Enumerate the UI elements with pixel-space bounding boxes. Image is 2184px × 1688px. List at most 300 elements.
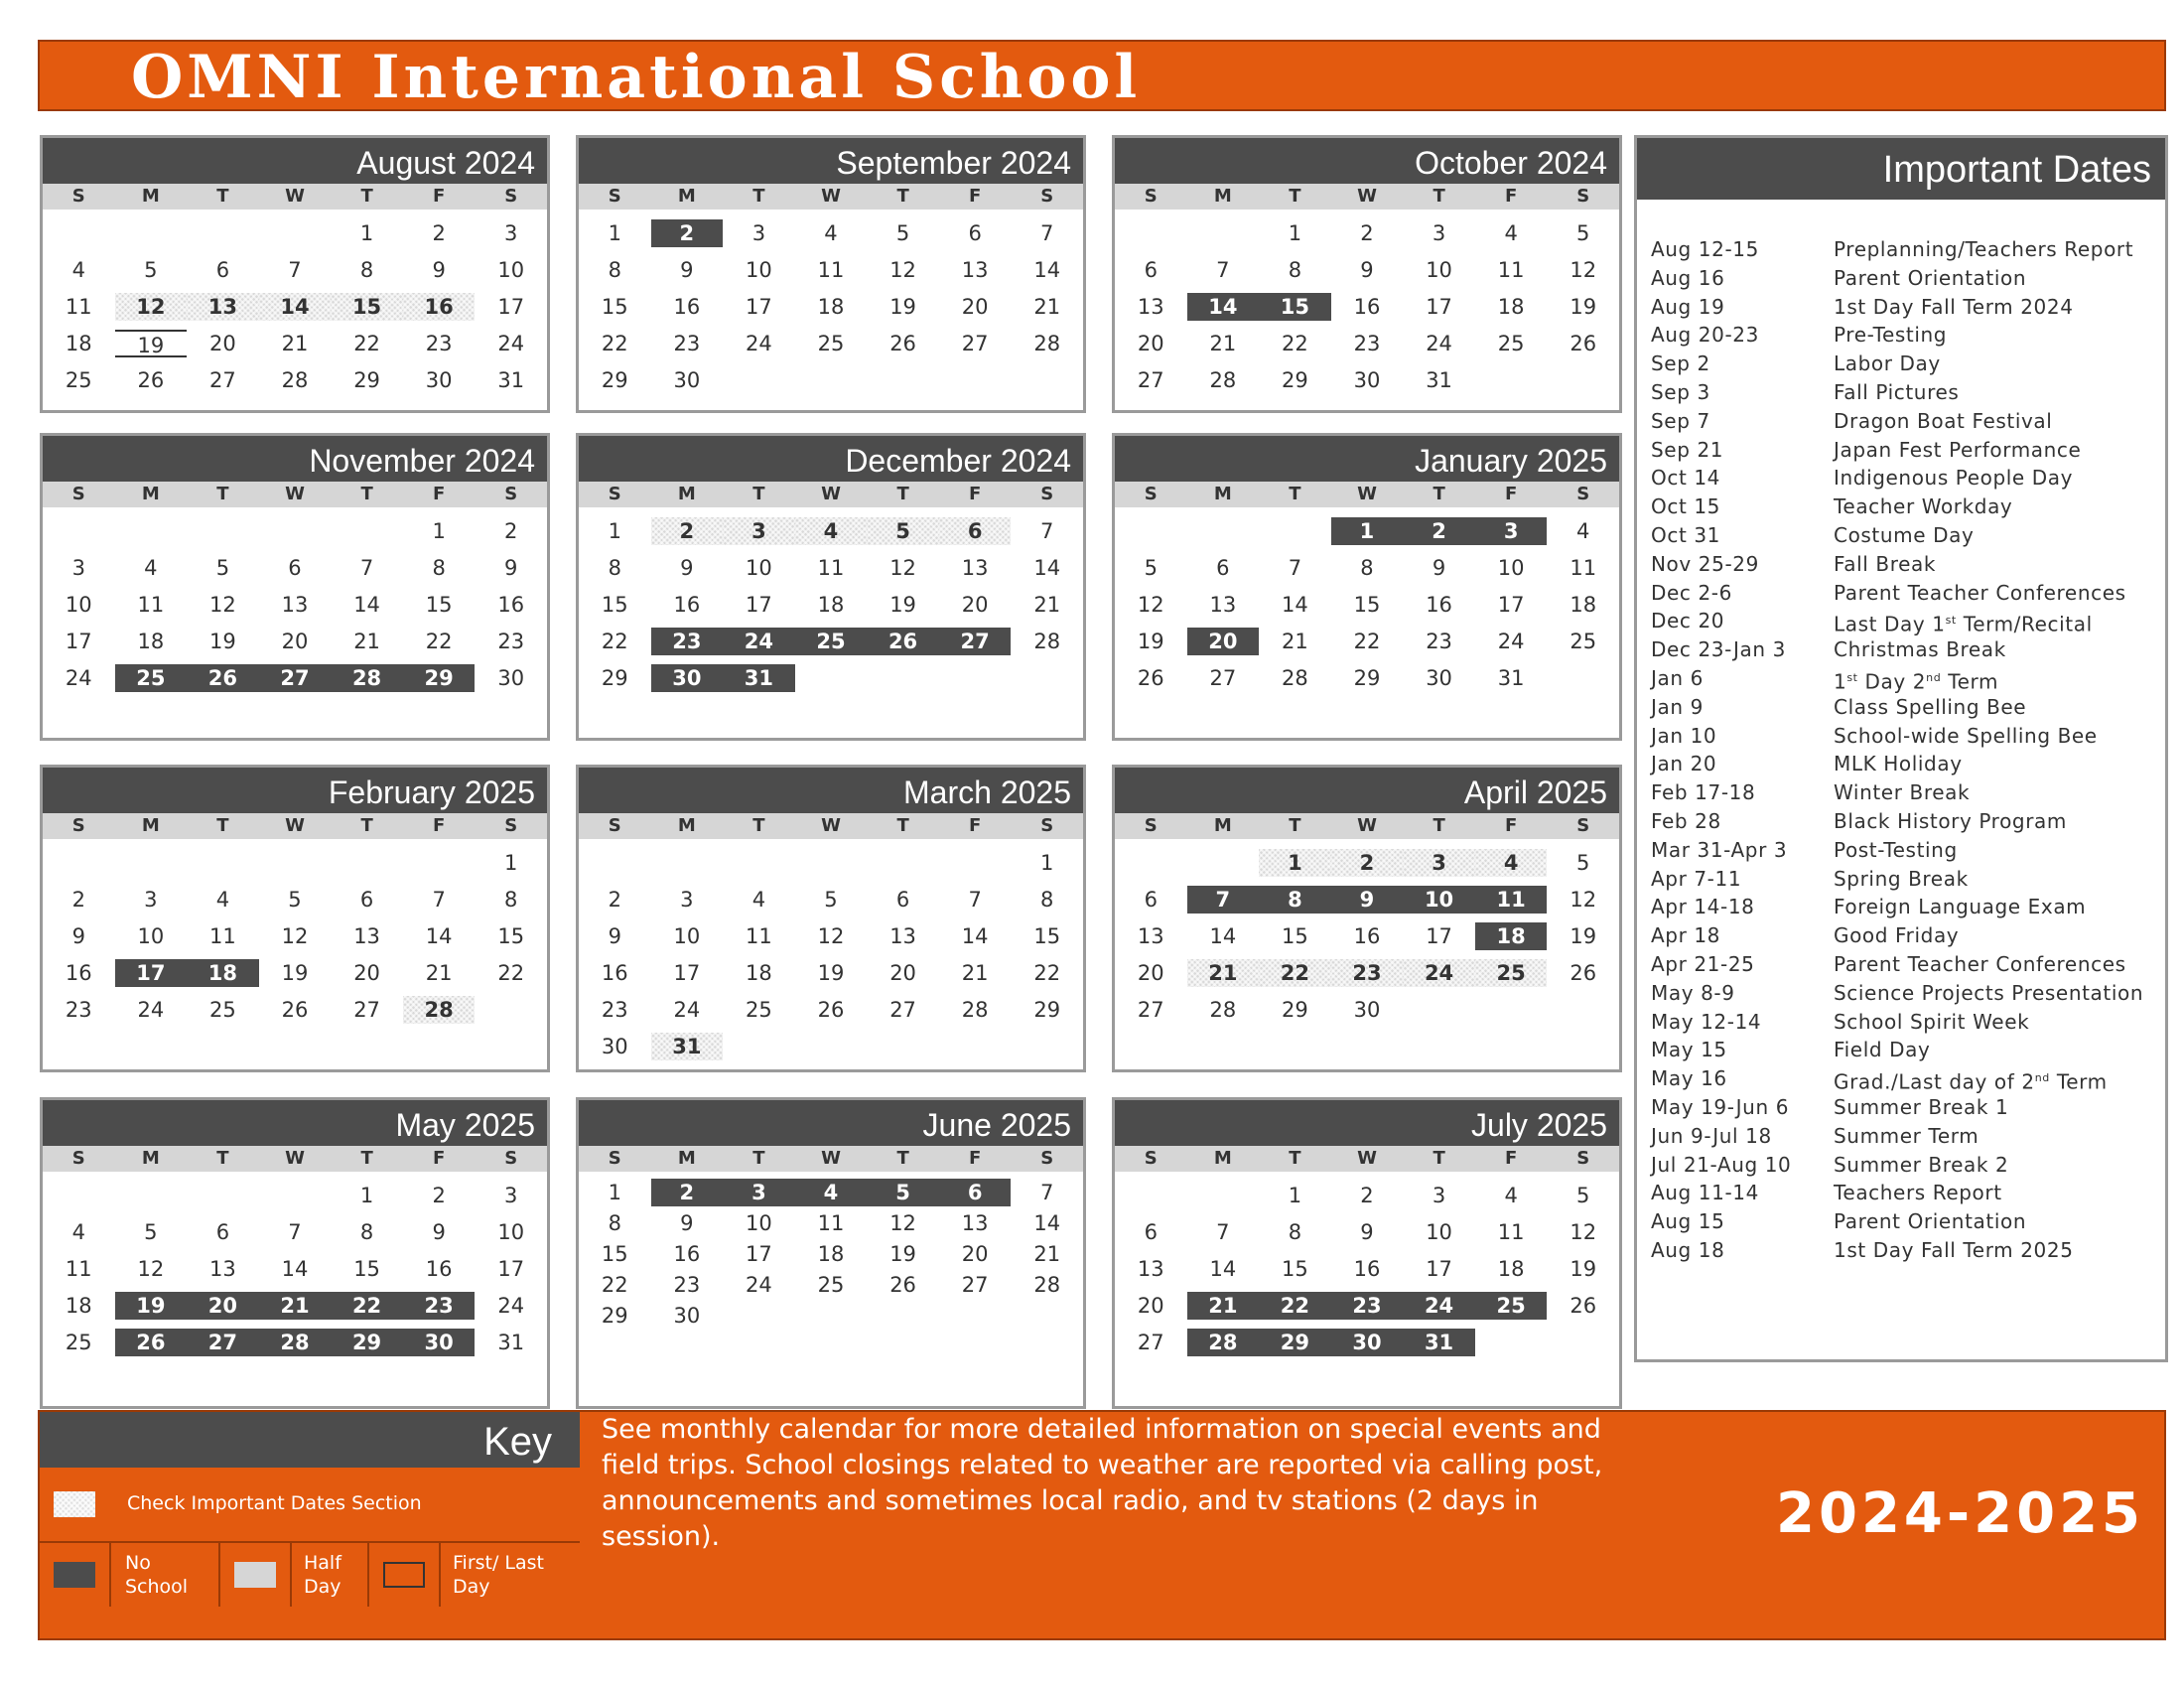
key-divider xyxy=(218,1543,220,1607)
day-number: 24 xyxy=(1497,629,1525,653)
key-divider xyxy=(367,1543,369,1607)
day-number: 9 xyxy=(1331,886,1404,914)
first-last-label: First/ Last Day xyxy=(453,1552,545,1598)
day-cell xyxy=(1475,1213,1548,1250)
day-number: 4 xyxy=(1576,518,1590,543)
event-name: MLK Holiday xyxy=(1834,752,1963,776)
day-cell xyxy=(651,1238,724,1269)
weekday-label: T xyxy=(1433,815,1445,836)
event-date: May 15 xyxy=(1651,1038,1727,1062)
day-cell xyxy=(403,214,476,251)
day-cell xyxy=(795,325,868,361)
day-number: 1 xyxy=(1259,849,1331,877)
day-cell xyxy=(939,1238,1012,1269)
day-number: 21 xyxy=(961,960,989,985)
day-cell xyxy=(1547,881,1619,917)
day-number: 10 xyxy=(1497,555,1525,580)
day-cell xyxy=(115,881,188,917)
important-date-row xyxy=(1637,350,2165,378)
day-cell xyxy=(475,325,547,361)
day-cell xyxy=(475,1250,547,1287)
weekday-label: S xyxy=(608,815,621,836)
day-cell xyxy=(115,361,188,398)
day-cell xyxy=(1403,586,1475,623)
day-number: 24 xyxy=(1403,959,1475,987)
day-cell xyxy=(259,1324,332,1360)
month-title: February 2025 xyxy=(43,768,547,813)
day-cell xyxy=(1331,954,1404,991)
day-cell xyxy=(475,659,547,696)
day-cell xyxy=(1547,214,1619,251)
event-name: Field Day xyxy=(1834,1038,1931,1062)
day-number: 14 xyxy=(1033,257,1061,282)
day-cell xyxy=(723,251,795,288)
empty-day xyxy=(403,844,476,881)
event-name: Labor Day xyxy=(1834,352,1941,376)
day-cell xyxy=(115,586,188,623)
day-number: 10 xyxy=(1403,886,1475,914)
day-cell xyxy=(1331,1213,1404,1250)
day-number: 18 xyxy=(187,959,259,987)
day-number: 27 xyxy=(939,628,1012,655)
day-cell xyxy=(1547,586,1619,623)
day-number: 22 xyxy=(601,331,628,355)
day-cell xyxy=(1331,844,1404,881)
day-cell xyxy=(403,512,476,549)
day-number: 9 xyxy=(608,923,621,948)
day-cell xyxy=(1187,361,1260,398)
day-number: 13 xyxy=(187,293,259,321)
weekday-header xyxy=(43,482,547,507)
day-number: 13 xyxy=(1137,1256,1164,1281)
day-cell xyxy=(1115,917,1187,954)
day-number: 17 xyxy=(746,294,772,319)
day-number: 20 xyxy=(1187,628,1260,655)
day-cell xyxy=(651,991,724,1028)
month-title: December 2024 xyxy=(579,436,1083,482)
day-cell xyxy=(1475,917,1548,954)
day-number: 21 xyxy=(1187,959,1260,987)
day-cell xyxy=(1475,881,1548,917)
event-name: 1st Day 2nd Term xyxy=(1834,669,1999,694)
event-date: Oct 15 xyxy=(1651,494,1720,519)
day-number: 5 xyxy=(867,1179,939,1206)
day-number: 28 xyxy=(1209,367,1237,392)
weekday-label: S xyxy=(1144,484,1158,504)
day-number: 1 xyxy=(504,850,518,875)
day-number: 8 xyxy=(359,1219,374,1244)
month-calendar xyxy=(576,1097,1086,1409)
day-number: 19 xyxy=(1570,294,1597,319)
day-number: 1 xyxy=(608,220,621,245)
day-cell xyxy=(1475,549,1548,586)
day-number: 4 xyxy=(1475,849,1548,877)
day-cell xyxy=(867,917,939,954)
weekday-label: T xyxy=(360,815,373,836)
event-date: Nov 25-29 xyxy=(1651,551,1759,576)
weekday-label: F xyxy=(1505,815,1518,836)
day-number: 2 xyxy=(504,518,518,543)
day-cell xyxy=(115,1213,188,1250)
day-number: 7 xyxy=(359,555,374,580)
day-number: 24 xyxy=(723,628,795,655)
weekday-label: S xyxy=(1040,186,1054,207)
day-number: 25 xyxy=(1570,629,1597,653)
day-number: 24 xyxy=(1403,1292,1475,1320)
weekday-header xyxy=(579,184,1083,210)
day-cell xyxy=(651,586,724,623)
day-cell xyxy=(331,1213,403,1250)
day-cell xyxy=(475,288,547,325)
day-number: 5 xyxy=(215,555,230,580)
empty-day xyxy=(115,844,188,881)
day-cell xyxy=(1547,1250,1619,1287)
event-name: Costume Day xyxy=(1834,522,1975,547)
key-panel xyxy=(40,1412,580,1607)
day-cell xyxy=(1403,549,1475,586)
day-cell xyxy=(723,512,795,549)
event-name: Summer Break 1 xyxy=(1834,1094,2009,1119)
event-date: Aug 20-23 xyxy=(1651,323,1759,348)
day-number: 21 xyxy=(1209,331,1237,355)
day-cell xyxy=(403,251,476,288)
day-number: 19 xyxy=(889,1241,916,1266)
day-number: 13 xyxy=(353,923,380,948)
day-cell xyxy=(1331,659,1404,696)
day-number: 18 xyxy=(817,592,845,617)
day-cell xyxy=(475,512,547,549)
day-number: 27 xyxy=(1137,367,1164,392)
day-number: 26 xyxy=(817,997,845,1022)
day-cell xyxy=(1331,881,1404,917)
day-cell xyxy=(1331,1250,1404,1287)
day-number: 8 xyxy=(608,555,621,580)
day-number: 7 xyxy=(1216,1219,1230,1244)
day-number: 29 xyxy=(601,665,628,690)
day-number: 6 xyxy=(215,257,230,282)
day-number: 13 xyxy=(961,257,989,282)
day-number: 23 xyxy=(673,331,701,355)
day-cell xyxy=(651,1269,724,1300)
day-number: 16 xyxy=(1353,294,1381,319)
weekday-label: T xyxy=(216,1148,229,1169)
day-cell xyxy=(651,1207,724,1238)
day-cell xyxy=(1011,214,1083,251)
day-cell xyxy=(475,1324,547,1360)
day-number: 25 xyxy=(1475,959,1548,987)
event-date: Sep 2 xyxy=(1651,352,1710,376)
day-cell xyxy=(1475,1177,1548,1213)
month-calendar xyxy=(40,1097,550,1409)
day-number: 28 xyxy=(961,997,989,1022)
day-cell xyxy=(1331,549,1404,586)
day-cell xyxy=(187,251,259,288)
important-date-row xyxy=(1637,635,2165,664)
day-cell xyxy=(259,623,332,659)
day-number: 6 xyxy=(1216,555,1230,580)
day-number: 28 xyxy=(1209,997,1237,1022)
important-date-row xyxy=(1637,1122,2165,1151)
day-number: 24 xyxy=(746,1272,772,1297)
event-name: Teachers Report xyxy=(1834,1181,2002,1205)
day-cell xyxy=(723,586,795,623)
day-cell xyxy=(43,549,115,586)
day-number: 27 xyxy=(353,997,380,1022)
day-number: 9 xyxy=(504,555,518,580)
day-number: 4 xyxy=(795,1179,868,1206)
event-name: Foreign Language Exam xyxy=(1834,895,2087,919)
weekday-label: W xyxy=(821,1148,841,1169)
day-cell xyxy=(1331,361,1404,398)
key-row-check xyxy=(40,1468,580,1543)
empty-day xyxy=(1259,512,1331,549)
day-number: 16 xyxy=(1353,1256,1381,1281)
day-number: 4 xyxy=(71,257,85,282)
day-cell xyxy=(331,361,403,398)
day-cell xyxy=(579,1238,651,1269)
weekday-label: S xyxy=(1144,1148,1158,1169)
day-cell xyxy=(1115,954,1187,991)
event-name: Preplanning/Teachers Report xyxy=(1834,237,2134,261)
day-cell xyxy=(723,549,795,586)
event-name: School Spirit Week xyxy=(1834,1009,2030,1034)
day-grid xyxy=(43,839,547,1028)
day-cell xyxy=(1011,844,1083,881)
event-name: 1st Day Fall Term 2024 xyxy=(1834,294,2074,319)
day-number: 17 xyxy=(673,960,701,985)
weekday-header xyxy=(1115,813,1619,839)
day-number: 6 xyxy=(288,555,302,580)
weekday-label: M xyxy=(141,186,160,207)
day-cell xyxy=(579,1177,651,1207)
day-number: 9 xyxy=(432,1219,446,1244)
event-date: Aug 15 xyxy=(1651,1209,1725,1234)
day-number: 26 xyxy=(137,367,165,392)
event-name: School-wide Spelling Bee xyxy=(1834,723,2098,748)
event-name: Class Spelling Bee xyxy=(1834,694,2027,719)
day-number: 17 xyxy=(497,294,525,319)
weekday-label: T xyxy=(896,815,909,836)
weekday-label: S xyxy=(504,484,518,504)
event-date: Apr 14-18 xyxy=(1651,895,1755,919)
day-cell xyxy=(579,1028,651,1064)
day-number: 21 xyxy=(1187,1292,1260,1320)
day-cell xyxy=(939,623,1012,659)
day-number: 14 xyxy=(1209,1256,1237,1281)
day-cell xyxy=(1011,549,1083,586)
day-number: 5 xyxy=(144,257,158,282)
day-cell xyxy=(1403,623,1475,659)
weekday-label: M xyxy=(677,186,696,207)
day-number: 24 xyxy=(137,997,165,1022)
day-number: 29 xyxy=(403,664,476,692)
day-number: 3 xyxy=(1432,1183,1446,1207)
weekday-label: W xyxy=(1357,1148,1377,1169)
important-dates-panel xyxy=(1634,135,2168,1362)
day-number: 1 xyxy=(1040,850,1054,875)
day-cell xyxy=(1259,1250,1331,1287)
day-cell xyxy=(187,1250,259,1287)
day-cell xyxy=(651,549,724,586)
weekday-label: S xyxy=(1576,815,1590,836)
day-number: 18 xyxy=(1497,294,1525,319)
day-cell xyxy=(1115,1287,1187,1324)
day-number: 30 xyxy=(425,367,453,392)
day-number: 7 xyxy=(432,887,446,912)
empty-day xyxy=(115,214,188,251)
day-number: 7 xyxy=(1040,518,1054,543)
day-cell xyxy=(43,1287,115,1324)
day-number: 25 xyxy=(1497,331,1525,355)
day-cell xyxy=(403,917,476,954)
day-cell xyxy=(1475,586,1548,623)
day-cell xyxy=(1259,1213,1331,1250)
day-number: 27 xyxy=(961,331,989,355)
event-name: Indigenous People Day xyxy=(1834,466,2074,491)
empty-day xyxy=(1187,1177,1260,1213)
day-number: 31 xyxy=(1403,1329,1475,1356)
day-cell xyxy=(1187,1250,1260,1287)
day-number: 25 xyxy=(746,997,772,1022)
day-number: 22 xyxy=(425,629,453,653)
day-number: 8 xyxy=(608,1210,621,1235)
weekday-label: S xyxy=(71,1148,85,1169)
day-cell xyxy=(1403,917,1475,954)
day-number: 14 xyxy=(1282,592,1308,617)
day-cell xyxy=(1011,1207,1083,1238)
month-title: January 2025 xyxy=(1115,436,1619,482)
weekday-header xyxy=(579,813,1083,839)
day-number: 17 xyxy=(746,1241,772,1266)
day-number: 18 xyxy=(65,1293,92,1318)
day-cell xyxy=(1187,1287,1260,1324)
weekday-label: W xyxy=(821,484,841,504)
day-cell xyxy=(475,954,547,991)
day-cell xyxy=(867,1207,939,1238)
day-number: 23 xyxy=(425,331,453,355)
day-number: 16 xyxy=(425,1256,453,1281)
day-cell xyxy=(1403,361,1475,398)
weekday-label: F xyxy=(433,1148,446,1169)
day-cell xyxy=(1115,1324,1187,1360)
important-date-row xyxy=(1637,464,2165,492)
day-number: 3 xyxy=(71,555,85,580)
day-cell xyxy=(187,325,259,361)
key-divider xyxy=(439,1543,441,1607)
weekday-label: S xyxy=(1040,815,1054,836)
footer-note: See monthly calendar for more detailed information on special events and field trips. School closings related to weather are reported via calling post, announcements and sometimes local radio, and tv stations (2 days in session). xyxy=(602,1414,1603,1552)
day-cell xyxy=(1547,288,1619,325)
day-number: 10 xyxy=(65,592,92,617)
day-number: 8 xyxy=(1288,1219,1302,1244)
day-number: 18 xyxy=(1475,922,1548,950)
empty-day xyxy=(43,512,115,549)
day-number: 11 xyxy=(1497,257,1525,282)
day-cell xyxy=(475,844,547,881)
day-cell xyxy=(1547,1177,1619,1213)
day-number: 16 xyxy=(673,1241,701,1266)
event-name: Black History Program xyxy=(1834,808,2067,833)
day-cell xyxy=(1115,1213,1187,1250)
month-calendar xyxy=(1112,135,1622,413)
day-grid xyxy=(1115,839,1619,1028)
day-number: 31 xyxy=(723,664,795,692)
important-dates-title: Important Dates xyxy=(1637,138,2165,200)
day-cell xyxy=(939,288,1012,325)
day-number: 2 xyxy=(1331,849,1404,877)
day-number: 12 xyxy=(281,923,309,948)
weekday-label: W xyxy=(821,186,841,207)
important-date-row xyxy=(1637,722,2165,751)
day-cell xyxy=(1187,991,1260,1028)
month-calendar xyxy=(40,765,550,1072)
day-cell xyxy=(1547,1287,1619,1324)
day-cell xyxy=(795,586,868,623)
day-cell xyxy=(1475,954,1548,991)
day-number: 31 xyxy=(1426,367,1452,392)
day-cell xyxy=(331,623,403,659)
day-cell xyxy=(331,251,403,288)
event-date: Aug 12-15 xyxy=(1651,237,1759,261)
day-number: 14 xyxy=(259,293,332,321)
important-date-row xyxy=(1637,378,2165,407)
day-number: 5 xyxy=(895,220,910,245)
day-number: 23 xyxy=(601,997,628,1022)
day-number: 17 xyxy=(65,629,92,653)
weekday-label: M xyxy=(1213,484,1232,504)
event-date: Sep 3 xyxy=(1651,379,1710,404)
day-cell xyxy=(723,1177,795,1207)
day-cell xyxy=(403,1177,476,1213)
weekday-label: W xyxy=(1357,815,1377,836)
day-cell xyxy=(1475,1287,1548,1324)
day-number: 15 xyxy=(1259,293,1331,321)
day-number: 21 xyxy=(259,1292,332,1320)
day-number: 2 xyxy=(651,517,724,545)
day-cell xyxy=(403,288,476,325)
footer xyxy=(38,1410,2166,1640)
weekday-label: T xyxy=(360,484,373,504)
day-number: 8 xyxy=(1259,886,1331,914)
half-day-swatch xyxy=(234,1562,276,1588)
weekday-label: F xyxy=(969,484,982,504)
weekday-label: M xyxy=(141,484,160,504)
day-number: 30 xyxy=(673,367,701,392)
day-number: 30 xyxy=(1353,997,1381,1022)
day-number: 30 xyxy=(1331,1329,1404,1356)
important-date-row xyxy=(1637,1207,2165,1236)
day-number: 27 xyxy=(961,1272,989,1297)
weekday-label: T xyxy=(1289,815,1301,836)
day-cell xyxy=(1547,549,1619,586)
day-cell xyxy=(1115,549,1187,586)
event-date: Dec 2-6 xyxy=(1651,580,1732,605)
day-cell xyxy=(331,991,403,1028)
day-number: 30 xyxy=(1426,665,1452,690)
day-cell xyxy=(579,512,651,549)
day-number: 2 xyxy=(1403,517,1475,545)
day-number: 27 xyxy=(1209,665,1237,690)
day-cell xyxy=(1475,214,1548,251)
day-number: 6 xyxy=(939,517,1012,545)
important-date-row xyxy=(1637,836,2165,865)
day-number: 15 xyxy=(1353,592,1381,617)
day-number: 10 xyxy=(746,555,772,580)
day-number: 8 xyxy=(432,555,446,580)
day-number: 26 xyxy=(889,331,916,355)
day-cell xyxy=(1547,917,1619,954)
day-number: 13 xyxy=(961,555,989,580)
